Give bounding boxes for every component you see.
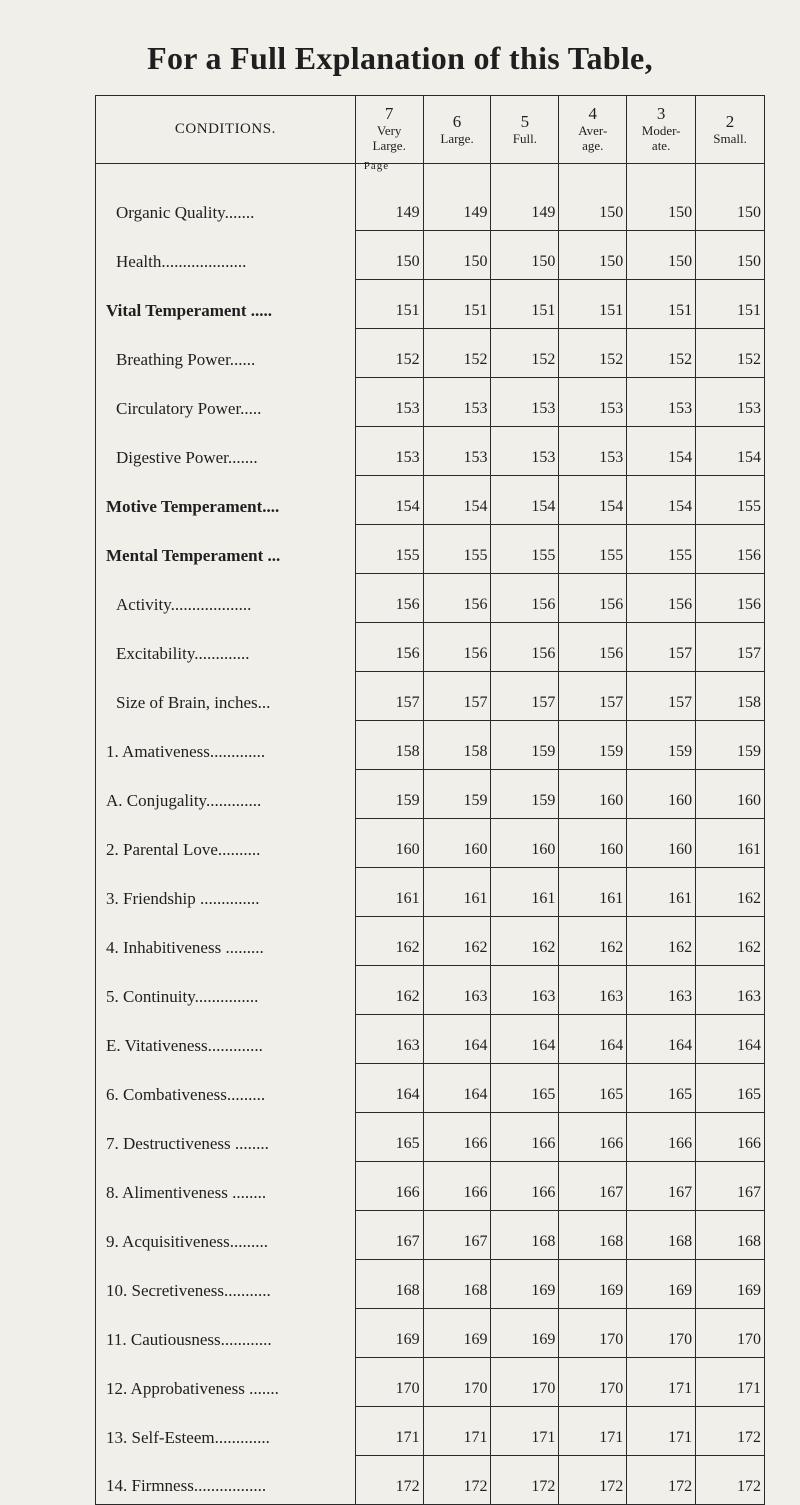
page-number-cell: 153 [559,378,627,427]
page-number-cell: 170 [355,1358,423,1407]
page-number-cell: 162 [696,917,765,966]
condition-label: 8. Alimentiveness ........ [96,1162,356,1211]
table-row [96,1064,765,1113]
page-number-cell: 165 [627,1064,696,1113]
page-number-cell: 167 [423,1211,491,1260]
condition-label: Vital Temperament ..... [96,280,356,329]
page-number-cell: 169 [491,1260,559,1309]
condition-label: Excitability............. [96,623,356,672]
condition-label: 9. Acquisitiveness......... [96,1211,356,1260]
page-number-cell: 172 [696,1407,765,1456]
col-number: 7 [384,104,394,124]
page-number-cell: 153 [627,378,696,427]
condition-label: Breathing Power...... [96,329,356,378]
page-number-cell: 155 [627,525,696,574]
conditions-table [95,95,765,1505]
col-header-average [559,96,627,164]
page-number-cell: 163 [355,1015,423,1064]
page-number-cell: 149 [355,182,423,231]
page-number-cell: 170 [627,1309,696,1358]
page-number-cell: 160 [627,819,696,868]
page-number-cell: 160 [559,819,627,868]
page-number-cell: 161 [696,819,765,868]
page-number-cell: 152 [491,329,559,378]
page-number-cell: 153 [491,427,559,476]
page-number-cell: 151 [627,280,696,329]
col-label: Very [376,123,402,139]
page-number-cell: 160 [696,770,765,819]
page-number-cell: 162 [355,917,423,966]
page-number-cell: 166 [355,1162,423,1211]
page-number-cell: 171 [627,1358,696,1407]
page-number-cell: 167 [559,1162,627,1211]
page-number-cell: 155 [559,525,627,574]
condition-label: Organic Quality....... [96,182,356,231]
spacer-cell [627,164,696,183]
page-label-cell [355,160,423,183]
spacer-cell [96,164,356,183]
page-number-cell: 158 [423,721,491,770]
page-number-cell: 163 [627,966,696,1015]
page-number-cell: 167 [696,1162,765,1211]
page-number-cell: 150 [491,231,559,280]
page-label: Page [363,160,390,172]
col-label: Aver- [578,123,608,139]
page-number-cell: 169 [423,1309,491,1358]
page-number-cell: 161 [355,868,423,917]
col-label: Moder- [641,123,681,139]
page-number-cell: 159 [355,770,423,819]
col-header-large [423,96,491,164]
page-number-cell: 172 [559,1456,627,1505]
page-number-cell: 159 [491,770,559,819]
page-number-cell: 172 [696,1456,765,1505]
page-number-cell: 164 [559,1015,627,1064]
page-number-cell: 151 [423,280,491,329]
page-number-cell: 163 [559,966,627,1015]
page-number-cell: 156 [627,574,696,623]
page-number-cell: 159 [696,721,765,770]
page-number-cell: 157 [355,672,423,721]
page-number-cell: 162 [355,966,423,1015]
page-number-cell: 164 [355,1064,423,1113]
page-number-cell: 156 [696,574,765,623]
page-number-cell: 159 [491,721,559,770]
page-number-cell: 156 [423,574,491,623]
page-number-cell: 153 [423,378,491,427]
page-number-cell: 152 [559,329,627,378]
page-number-cell: 149 [423,182,491,231]
page-number-cell: 168 [696,1211,765,1260]
page-number-cell: 170 [559,1358,627,1407]
col-number: 4 [588,104,597,124]
spacer-cell [559,164,627,183]
page-number-cell: 153 [696,378,765,427]
page-number-cell: 153 [355,378,423,427]
conditions-header: CONDITIONS. [96,96,356,164]
page-number-cell: 171 [696,1358,765,1407]
page-number-cell: 155 [696,476,765,525]
page-number-cell: 156 [696,525,765,574]
page-number-cell: 164 [627,1015,696,1064]
page-number-cell: 150 [559,231,627,280]
col-number: 6 [452,111,462,131]
page-number-cell: 169 [559,1260,627,1309]
page-number-cell: 156 [355,623,423,672]
page-number-cell: 150 [696,231,765,280]
page-number-cell: 171 [627,1407,696,1456]
condition-label: Mental Temperament ... [96,525,356,574]
page-number-cell: 152 [423,329,491,378]
condition-label: 4. Inhabitiveness ......... [96,917,356,966]
page-number-cell: 170 [559,1309,627,1358]
page-number-cell: 163 [491,966,559,1015]
page-number-cell: 165 [559,1064,627,1113]
page-number-cell: 149 [491,182,559,231]
page-number-cell: 162 [696,868,765,917]
page-number-cell: 166 [696,1113,765,1162]
page-number-cell: 169 [696,1260,765,1309]
page-number-cell: 150 [423,231,491,280]
page-number-cell: 151 [491,280,559,329]
table-row [96,427,765,476]
table-row [96,1456,765,1505]
page-number-cell: 167 [627,1162,696,1211]
condition-label: 11. Cautiousness............ [96,1309,356,1358]
page-number-cell: 170 [696,1309,765,1358]
condition-label: Circulatory Power..... [96,378,356,427]
page-number-cell: 171 [423,1407,491,1456]
page-number-cell: 157 [627,623,696,672]
col-label: age. [582,138,604,153]
page-number-cell: 164 [423,1064,491,1113]
table-row [96,721,765,770]
page-number-cell: 156 [423,623,491,672]
spacer-cell [491,164,559,183]
page-number-cell: 170 [491,1358,559,1407]
page-number-cell: 151 [696,280,765,329]
col-label: Full. [512,130,538,146]
spacer-cell [696,164,765,183]
condition-label: A. Conjugality............. [96,770,356,819]
condition-label: Motive Temperament.... [96,476,356,525]
page-number-cell: 170 [423,1358,491,1407]
table-row [96,476,765,525]
page-number-cell: 156 [491,623,559,672]
page-number-cell: 172 [491,1456,559,1505]
col-label: Large. [440,130,474,146]
table-row [96,1015,765,1064]
page-number-cell: 168 [423,1260,491,1309]
page-number-cell: 169 [491,1309,559,1358]
col-header-small [696,96,765,164]
page-number-cell: 164 [696,1015,765,1064]
page-number-cell: 160 [423,819,491,868]
page-number-cell: 162 [423,917,491,966]
condition-label: 7. Destructiveness ........ [96,1113,356,1162]
page-number-cell: 154 [696,427,765,476]
page-number-cell: 156 [491,574,559,623]
page-number-cell: 171 [491,1407,559,1456]
page-number-cell: 154 [627,476,696,525]
table-body [96,160,765,1505]
page-number-cell: 160 [491,819,559,868]
col-label: ate. [651,138,671,153]
col-number: 5 [520,111,530,131]
page-number-cell: 156 [355,574,423,623]
page-number-cell: 154 [423,476,491,525]
table-row [96,672,765,721]
page-number-cell: 166 [423,1162,491,1211]
table-row [96,329,765,378]
table-row [96,1309,765,1358]
page-number-cell: 172 [627,1456,696,1505]
page-number-cell: 166 [627,1113,696,1162]
page-number-cell: 162 [627,917,696,966]
page-number-cell: 159 [559,721,627,770]
page-number-cell: 169 [627,1260,696,1309]
page-number-cell: 166 [491,1162,559,1211]
page-number-cell: 150 [627,231,696,280]
page-number-cell: 159 [627,721,696,770]
page-number-cell: 171 [559,1407,627,1456]
col-header-very-large [355,96,423,164]
condition-label: 5. Continuity............... [96,966,356,1015]
page-number-cell: 153 [491,378,559,427]
condition-label: 3. Friendship .............. [96,868,356,917]
table-row [96,868,765,917]
page-number-cell: 155 [423,525,491,574]
page-number-cell: 166 [423,1113,491,1162]
page-number-cell: 160 [627,770,696,819]
page-number-cell: 152 [627,329,696,378]
page-number-cell: 163 [423,966,491,1015]
table-row [96,1162,765,1211]
condition-label: 13. Self-Esteem............. [96,1407,356,1456]
page-number-cell: 154 [355,476,423,525]
page-number-cell: 160 [355,819,423,868]
table-row [96,623,765,672]
table-row [96,231,765,280]
table-row [96,574,765,623]
page-number-cell: 154 [491,476,559,525]
page-number-cell: 168 [491,1211,559,1260]
col-header-moderate [627,96,696,164]
col-number: 2 [725,111,735,131]
page-number-cell: 155 [491,525,559,574]
condition-label: 10. Secretiveness........... [96,1260,356,1309]
page-number-cell: 159 [423,770,491,819]
page-number-cell: 150 [355,231,423,280]
table-row [96,1113,765,1162]
page-number-cell: 153 [559,427,627,476]
page-number-cell: 158 [355,721,423,770]
condition-label: 14. Firmness................. [96,1456,356,1505]
page-number-cell: 172 [355,1456,423,1505]
col-label: Small. [713,130,747,146]
page-number-cell: 157 [423,672,491,721]
page-number-cell: 166 [559,1113,627,1162]
spacer-cell [423,164,491,183]
page-number-cell: 156 [559,574,627,623]
page-number-cell: 165 [696,1064,765,1113]
condition-label: Size of Brain, inches... [96,672,356,721]
col-number: 3 [656,104,666,124]
condition-label: E. Vitativeness............. [96,1015,356,1064]
page-number-cell: 153 [355,427,423,476]
condition-label: 12. Approbativeness ....... [96,1358,356,1407]
page-number-cell: 151 [355,280,423,329]
condition-label: Health.................... [96,231,356,280]
page-number-cell: 168 [355,1260,423,1309]
table-row [96,1407,765,1456]
page-number-cell: 168 [627,1211,696,1260]
page-number-cell: 153 [423,427,491,476]
page-number-cell: 154 [559,476,627,525]
page-number-cell: 165 [355,1113,423,1162]
page-number-cell: 150 [696,182,765,231]
page-number-cell: 151 [559,280,627,329]
table-row [96,525,765,574]
table-row [96,182,765,231]
page-number-cell: 157 [491,672,559,721]
page-number-cell: 169 [355,1309,423,1358]
page-number-cell: 164 [491,1015,559,1064]
condition-label: 1. Amativeness............. [96,721,356,770]
header-spacer-row [96,164,765,183]
page-number-cell: 161 [423,868,491,917]
col-header-full [491,96,559,164]
page-number-cell: 157 [627,672,696,721]
condition-label: Digestive Power....... [96,427,356,476]
table-row [96,1358,765,1407]
page-number-cell: 150 [627,182,696,231]
page-number-cell: 171 [355,1407,423,1456]
page-number-cell: 152 [696,329,765,378]
page-number-cell: 163 [696,966,765,1015]
page-number-cell: 168 [559,1211,627,1260]
page-number-cell: 160 [559,770,627,819]
page-title: For a Full Explanation of this Table, [147,40,653,76]
table-row [96,917,765,966]
table-row [96,819,765,868]
condition-label: 2. Parental Love.......... [96,819,356,868]
page-number-cell: 167 [355,1211,423,1260]
table-row [96,966,765,1015]
table-row [96,378,765,427]
page-number-cell: 157 [696,623,765,672]
table-row [96,280,765,329]
page-number-cell: 152 [355,329,423,378]
condition-label: Activity................... [96,574,356,623]
page-number-cell: 158 [696,672,765,721]
page-number-cell: 154 [627,427,696,476]
col-label: Large. [372,138,406,153]
page-number-cell: 162 [559,917,627,966]
page-number-cell: 156 [559,623,627,672]
page-number-cell: 157 [559,672,627,721]
page-number-cell: 162 [491,917,559,966]
page-number-cell: 150 [559,182,627,231]
page-number-cell: 172 [423,1456,491,1505]
page-number-cell: 165 [491,1064,559,1113]
table-row [96,1211,765,1260]
table-row [96,770,765,819]
page-number-cell: 161 [627,868,696,917]
page-number-cell: 161 [559,868,627,917]
page-number-cell: 166 [491,1113,559,1162]
table-row [96,1260,765,1309]
page-number-cell: 155 [355,525,423,574]
condition-label: 6. Combativeness......... [96,1064,356,1113]
page-number-cell: 161 [491,868,559,917]
table-header [96,96,765,164]
page-number-cell: 164 [423,1015,491,1064]
